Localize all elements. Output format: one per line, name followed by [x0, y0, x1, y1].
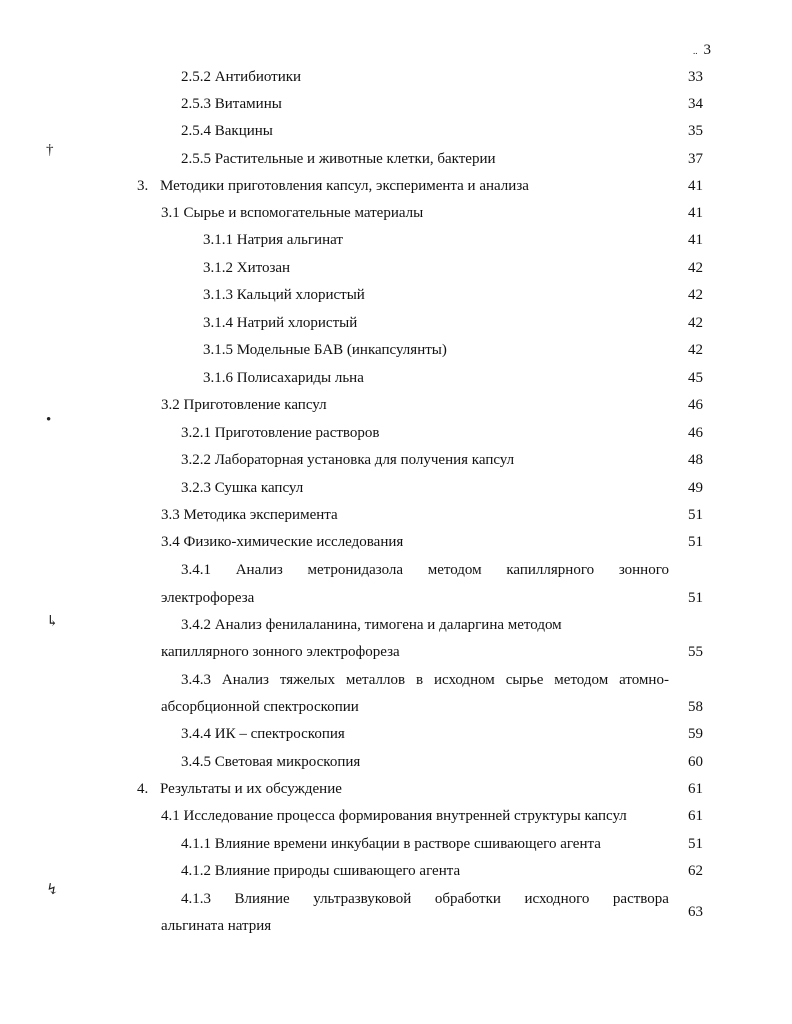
- toc-entry-2-5-3: [181, 94, 282, 114]
- toc-title: Приготовление растворов: [214, 425, 380, 441]
- toc-word: методом: [554, 672, 609, 688]
- toc-word: в: [415, 672, 424, 688]
- toc-word: исходного: [524, 891, 590, 907]
- toc-entry-4-1: [161, 806, 627, 826]
- toc-number: 3.1.2: [203, 260, 233, 276]
- toc-page: 42: [688, 260, 703, 276]
- toc-title: Приготовление капсул: [183, 397, 327, 413]
- toc-entry-3: [137, 176, 529, 196]
- toc-number: 3.1: [161, 205, 180, 221]
- toc-word: атомно-: [619, 672, 669, 688]
- toc-entry-4-1-3: [181, 889, 669, 909]
- toc-number: 4.1.3: [181, 891, 211, 907]
- toc-number: 2.5.5: [181, 151, 211, 167]
- toc-word: обработки: [434, 891, 501, 907]
- toc-page: 45: [688, 370, 703, 386]
- toc-number: 3.4: [161, 534, 180, 550]
- toc-entry-3-1-2: [203, 258, 290, 278]
- toc-page: 33: [688, 69, 703, 85]
- toc-word: ультразвуковой: [313, 891, 412, 907]
- toc-title: Лабораторная установка для получения капсул: [214, 452, 515, 468]
- toc-word: сырье: [505, 672, 544, 688]
- toc-entry-4: [137, 779, 342, 799]
- toc-word: методом: [427, 562, 482, 578]
- toc-page: 46: [688, 397, 703, 413]
- toc-number: 4.1.2: [181, 863, 211, 879]
- toc-page: 51: [688, 534, 703, 550]
- toc-title: Влияние времени инкубации в растворе сшивающего агента: [214, 836, 601, 852]
- toc-number: 3.3: [161, 507, 180, 523]
- toc-title: Полисахариды льна: [236, 370, 364, 386]
- margin-mark: ↳: [46, 614, 59, 630]
- toc-title: Методика эксперимента: [183, 507, 338, 523]
- toc-title-continuation: абсорбционной спектроскопии: [161, 699, 359, 715]
- toc-number: 3.1.6: [203, 370, 233, 386]
- toc-title: Витамины: [214, 96, 282, 112]
- toc-title: ИК – спектроскопия: [214, 726, 345, 742]
- toc-page: 58: [688, 699, 703, 715]
- toc-page: 48: [688, 452, 703, 468]
- toc-number: 3.1.1: [203, 232, 233, 248]
- page-number-mark: ..: [693, 46, 698, 56]
- toc-number: 3.1.5: [203, 342, 233, 358]
- toc-word: раствора: [612, 891, 669, 907]
- toc-number: 2.5.2: [181, 69, 211, 85]
- toc-number: 3.1.3: [203, 287, 233, 303]
- toc-title-continuation: альгината натрия: [161, 918, 272, 934]
- toc-entry-3-2: [161, 395, 327, 415]
- toc-page: 59: [688, 726, 703, 742]
- margin-mark: ↯: [46, 882, 59, 898]
- toc-title-continuation: электрофореза: [161, 590, 255, 606]
- toc-title: Методики приготовления капсул, эксперимента и анализа: [160, 178, 529, 194]
- toc-title: Световая микроскопия: [214, 754, 361, 770]
- toc-page: 61: [688, 808, 703, 824]
- toc-entry-3-4-4: [181, 724, 345, 744]
- toc-number: 2.5.4: [181, 123, 211, 139]
- toc-page: 51: [688, 836, 703, 852]
- toc-page: 55: [688, 644, 703, 660]
- toc-entry-3-1-6: [203, 368, 364, 388]
- toc-title: Антибиотики: [214, 69, 302, 85]
- toc-page: 62: [688, 863, 703, 879]
- toc-number: 3.4.4: [181, 726, 211, 742]
- toc-entry-3-1-1: [203, 230, 343, 250]
- toc-entry-3-4-3: [181, 670, 669, 690]
- toc-page: 61: [688, 781, 703, 797]
- toc-word: капиллярного: [506, 562, 595, 578]
- toc-entry-4-1-2: [181, 861, 460, 881]
- toc-number: 4.1: [161, 808, 180, 824]
- toc-number: 2.5.3: [181, 96, 211, 112]
- toc-word: Анализ: [221, 672, 269, 688]
- toc-entry-3-1-5: [203, 340, 447, 360]
- toc-entry-2-5-4: [181, 121, 273, 141]
- toc-entry-3-1-4: [203, 313, 357, 333]
- toc-word: Влияние: [234, 891, 290, 907]
- toc-word: металлов: [345, 672, 406, 688]
- toc-word: тяжелых: [279, 672, 335, 688]
- page-number-value: 3: [703, 42, 711, 58]
- toc-entry-3-1-3: [203, 285, 365, 305]
- toc-number: 3.1.4: [203, 315, 233, 331]
- toc-entry-3-4-2: [181, 615, 562, 635]
- toc-page: 37: [688, 151, 703, 167]
- toc-page: 63: [688, 904, 703, 920]
- margin-mark: †: [46, 142, 54, 158]
- toc-title: Растительные и животные клетки, бактерии: [214, 151, 496, 167]
- toc-title: Сушка капсул: [214, 480, 304, 496]
- toc-title: Хитозан: [236, 260, 291, 276]
- toc-page: 41: [688, 205, 703, 221]
- toc-page: 42: [688, 287, 703, 303]
- toc-title: Исследование процесса формирования внутренней структуры капсул: [183, 808, 627, 824]
- toc-page: 34: [688, 96, 703, 112]
- toc-entry-2-5-5: [181, 149, 496, 169]
- toc-title: Сырье и вспомогательные материалы: [183, 205, 424, 221]
- toc-entry-3-1: [161, 203, 423, 223]
- toc-title: Влияние природы сшивающего агента: [214, 863, 461, 879]
- toc-page: 41: [688, 178, 703, 194]
- toc-word: Анализ: [235, 562, 283, 578]
- toc-title: Физико-химические исследования: [183, 534, 404, 550]
- toc-entry-3-4-1: [181, 560, 669, 580]
- toc-page: 51: [688, 507, 703, 523]
- toc-entry-2-5-2: [181, 67, 301, 87]
- toc-number: 3.2.1: [181, 425, 211, 441]
- toc-page: 42: [688, 342, 703, 358]
- toc-entry-3-4: [161, 532, 403, 552]
- toc-number: 4.: [137, 781, 149, 797]
- toc-title: Модельные БАВ (инкапсулянты): [236, 342, 447, 358]
- toc-number: 4.1.1: [181, 836, 211, 852]
- toc-entry-3-3: [161, 505, 338, 525]
- toc-page: 49: [688, 480, 703, 496]
- toc-page: 41: [688, 232, 703, 248]
- toc-number: 3.4.3: [181, 672, 211, 688]
- toc-title: Натрий хлористый: [236, 315, 358, 331]
- toc-title: Кальций хлористый: [236, 287, 365, 303]
- toc-number: 3.2.3: [181, 480, 211, 496]
- toc-entry-3-2-2: [181, 450, 514, 470]
- toc-number: 3.4.1: [181, 562, 211, 578]
- toc-entry-3-4-5: [181, 752, 360, 772]
- toc-title: Анализ фенилаланина, тимогена и даларгина методом: [214, 617, 562, 633]
- toc-number: 3.4.2: [181, 617, 211, 633]
- toc-page: 51: [688, 590, 703, 606]
- toc-page: 42: [688, 315, 703, 331]
- toc-title: Результаты и их обсуждение: [160, 781, 342, 797]
- toc-word: зонного: [618, 562, 669, 578]
- toc-title: Натрия альгинат: [236, 232, 343, 248]
- toc-number: 3.2: [161, 397, 180, 413]
- toc-number: 3.2.2: [181, 452, 211, 468]
- toc-number: 3.: [137, 178, 149, 194]
- toc-number: 3.4.5: [181, 754, 211, 770]
- toc-title: Вакцины: [214, 123, 273, 139]
- toc-word: исходном: [433, 672, 495, 688]
- margin-mark: •: [46, 412, 52, 428]
- toc-entry-3-2-1: [181, 423, 379, 443]
- toc-entry-4-1-1: [181, 834, 601, 854]
- toc-page: 35: [688, 123, 703, 139]
- toc-page: 60: [688, 754, 703, 770]
- toc-page: 46: [688, 425, 703, 441]
- toc-entry-3-2-3: [181, 478, 303, 498]
- toc-title-continuation: капиллярного зонного электрофореза: [161, 644, 400, 660]
- toc-word: метронидазола: [307, 562, 404, 578]
